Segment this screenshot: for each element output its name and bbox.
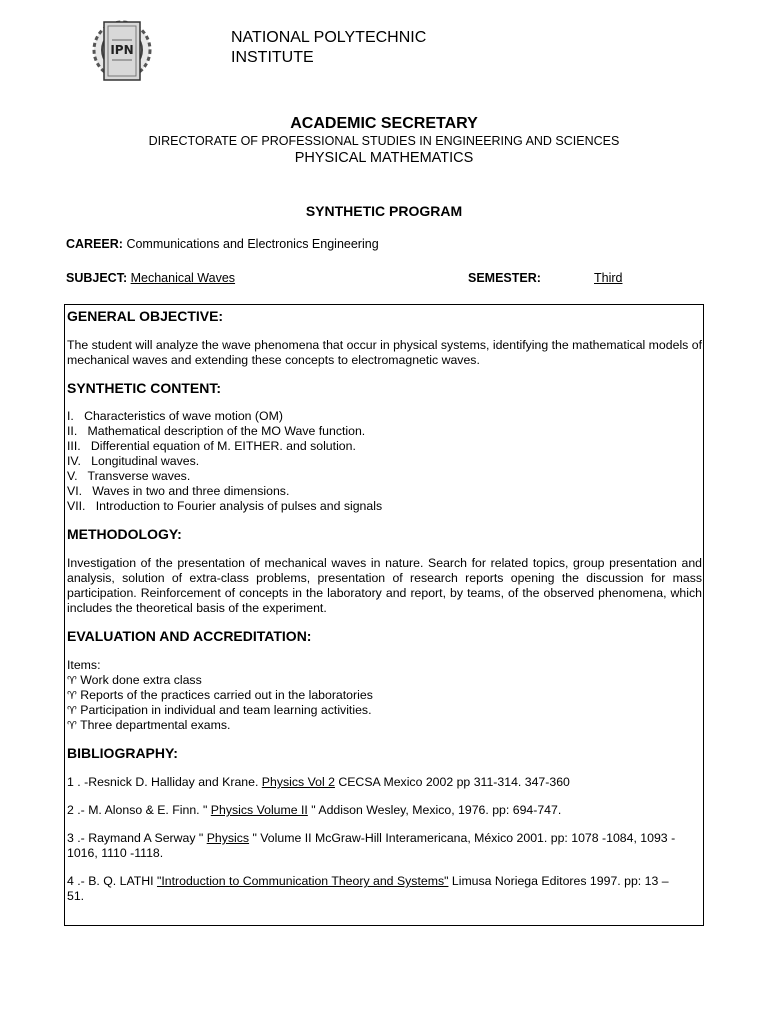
evaluation-intro: Items:: [67, 658, 101, 672]
content-item: V. Transverse waves.: [67, 469, 191, 483]
career-line: [66, 237, 379, 251]
objective-heading: GENERAL OBJECTIVE:: [67, 308, 224, 324]
evaluation-heading: EVALUATION AND ACCREDITATION:: [67, 628, 312, 644]
bibliography-entry: 2 .- M. Alonso & E. Finn. " Physics Volume II " Addison Wesley, Mexico, 1976. pp: 694-747.: [67, 803, 562, 817]
program-title: SYNTHETIC PROGRAM: [305, 203, 463, 219]
svg-text:IPN: IPN: [110, 43, 134, 57]
institution-name: [231, 28, 426, 68]
subject-value: Mechanical Waves: [130, 271, 236, 285]
aries-bullet-icon: ♈: [67, 704, 77, 717]
content-heading: SYNTHETIC CONTENT:: [67, 380, 221, 396]
area-title: PHYSICAL MATHEMATICS: [294, 150, 474, 166]
semester-label: SEMESTER:: [468, 271, 541, 285]
bibliography-entry: 4 .- B. Q. LATHI "Introduction to Communication Theory and Systems" Limusa Noriega Editores 1997. pp: 13 – 51.: [67, 874, 669, 903]
content-item: VI. Waves in two and three dimensions.: [67, 484, 290, 498]
semester-value: Third: [594, 271, 623, 285]
evaluation-list: [67, 673, 702, 733]
bibliography-entry: 3 .- Raymand A Serway " Physics " Volume II McGraw-Hill Interamericana, México 2001. pp: 1078 -1084, 1093 - 1016, 1110 -1118.: [67, 831, 676, 860]
bibliography-list: [67, 775, 702, 904]
objective-text: The student will analyze the wave phenomena that occur in physical systems, identifying the mathematical models of mechanical waves and extending these concepts to electromagnetic waves.: [67, 338, 702, 367]
career-value: Communications and Electronics Engineering: [126, 237, 379, 251]
institution-line-2: INSTITUTE: [231, 49, 314, 66]
content-item: II. Mathematical description of the MO Wave function.: [67, 424, 366, 438]
career-label: CAREER:: [66, 237, 123, 251]
list-item: ♈ Participation in individual and team learning activities.: [67, 703, 372, 717]
list-item: ♈ Work done extra class: [67, 673, 202, 687]
aries-bullet-icon: ♈: [67, 674, 77, 687]
methodology-heading: METHODOLOGY:: [67, 526, 182, 542]
content-item: III. Differential equation of M. EITHER. and solution.: [67, 439, 356, 453]
content-item: IV. Longitudinal waves.: [67, 454, 200, 468]
methodology-text: Investigation of the presentation of mechanical waves in nature. Search for related topics, group presentation and analysis, solution of extra-class problems, presentation of research reports opening the discussion for mass participation. Reinforcement of concepts in the laboratory and report, by teams, of the observed phenomena, which includes the theoretical basis of the experiment.: [67, 556, 702, 615]
content-item: I. Characteristics of wave motion (OM): [67, 409, 283, 423]
ipn-logo: [92, 16, 152, 84]
aries-bullet-icon: ♈: [67, 689, 77, 702]
program-content-box: [64, 304, 704, 926]
aries-bullet-icon: ♈: [67, 719, 77, 732]
subject-label: SUBJECT:: [66, 271, 128, 285]
content-list: [67, 409, 702, 514]
subject-line: [66, 271, 235, 285]
institution-line-1: NATIONAL POLYTECHNIC: [231, 29, 427, 46]
list-item: ♈ Reports of the practices carried out in the laboratories: [67, 688, 373, 702]
bibliography-heading: BIBLIOGRAPHY:: [67, 745, 178, 761]
bibliography-entry: 1 . -Resnick D. Halliday and Krane. Physics Vol 2 CECSA Mexico 2002 pp 311-314. 347-360: [67, 775, 570, 789]
content-item: VII. Introduction to Fourier analysis of pulses and signals: [67, 499, 383, 513]
list-item: ♈ Three departmental exams.: [67, 718, 231, 732]
secretary-title: ACADEMIC SECRETARY: [290, 115, 478, 132]
directorate-line: DIRECTORATE OF PROFESSIONAL STUDIES IN ENGINEERING AND SCIENCES: [148, 134, 620, 148]
